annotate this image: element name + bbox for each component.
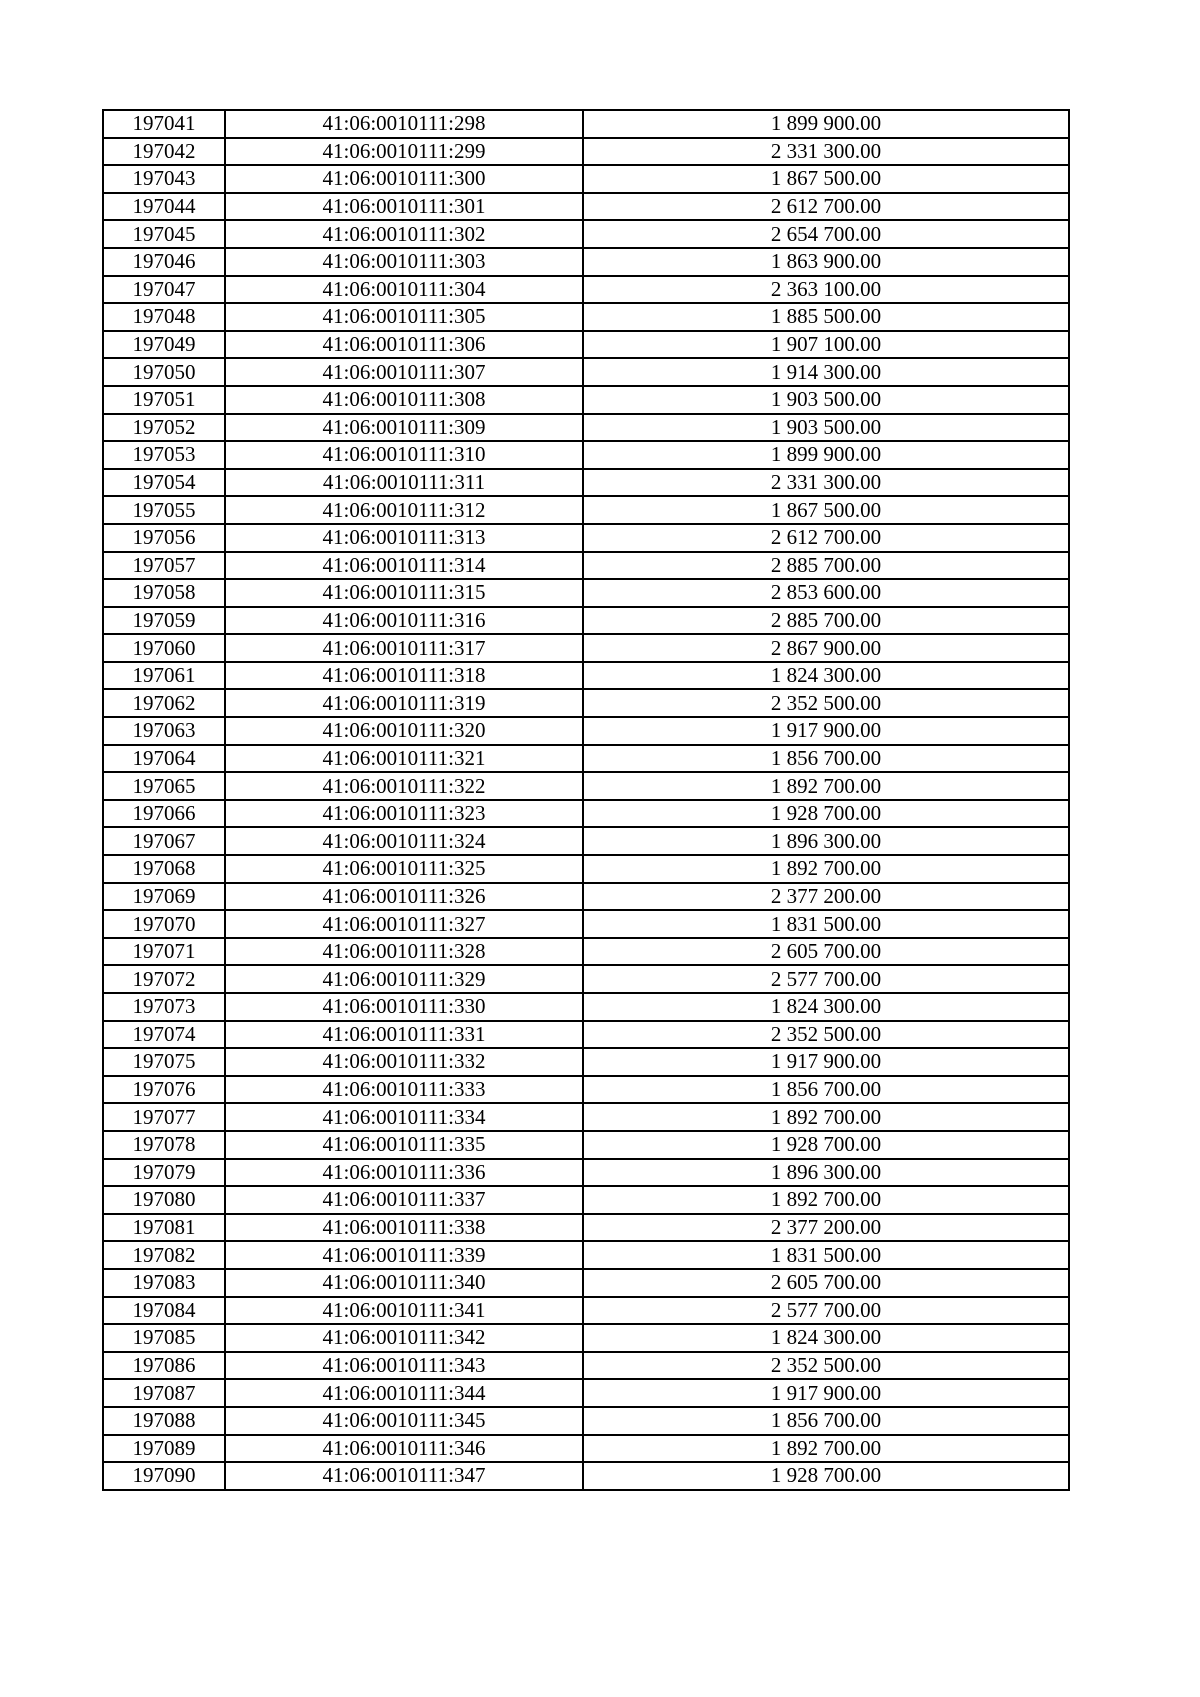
value-cell: 1 914 300.00 [583,358,1069,386]
row-number-cell: 197087 [103,1379,225,1407]
table-row [103,910,1069,938]
cadastral-number-cell: 41:06:0010111:321 [225,745,583,773]
row-number-cell: 197076 [103,1076,225,1104]
table-row [103,220,1069,248]
table-row [103,386,1069,414]
table-row [103,579,1069,607]
cadastral-number-cell: 41:06:0010111:315 [225,579,583,607]
value-cell: 1 899 900.00 [583,441,1069,469]
row-number-cell: 197075 [103,1048,225,1076]
table-row [103,469,1069,497]
table-row [103,496,1069,524]
table-row [103,827,1069,855]
table-row [103,1021,1069,1049]
cadastral-number-cell: 41:06:0010111:316 [225,607,583,635]
row-number-cell: 197051 [103,386,225,414]
value-cell: 1 917 900.00 [583,1048,1069,1076]
table-row [103,855,1069,883]
row-number-cell: 197083 [103,1269,225,1297]
cadastral-number-cell: 41:06:0010111:326 [225,883,583,911]
table-row [103,993,1069,1021]
value-cell: 2 605 700.00 [583,938,1069,966]
cadastral-number-cell: 41:06:0010111:333 [225,1076,583,1104]
value-cell: 1 892 700.00 [583,1186,1069,1214]
table-body [103,110,1069,1490]
table-row [103,441,1069,469]
table-row [103,1352,1069,1380]
value-cell: 1 831 500.00 [583,1241,1069,1269]
cadastral-number-cell: 41:06:0010111:302 [225,220,583,248]
data-table [102,109,1070,1491]
cadastral-number-cell: 41:06:0010111:340 [225,1269,583,1297]
cadastral-number-cell: 41:06:0010111:331 [225,1021,583,1049]
cadastral-number-cell: 41:06:0010111:301 [225,193,583,221]
value-cell: 2 612 700.00 [583,193,1069,221]
value-cell: 2 352 500.00 [583,1021,1069,1049]
row-number-cell: 197086 [103,1352,225,1380]
table-row [103,689,1069,717]
row-number-cell: 197082 [103,1241,225,1269]
value-cell: 1 867 500.00 [583,165,1069,193]
table-row [103,717,1069,745]
row-number-cell: 197048 [103,303,225,331]
row-number-cell: 197053 [103,441,225,469]
cadastral-number-cell: 41:06:0010111:324 [225,827,583,855]
cadastral-number-cell: 41:06:0010111:329 [225,965,583,993]
table-row [103,524,1069,552]
row-number-cell: 197058 [103,579,225,607]
row-number-cell: 197067 [103,827,225,855]
value-cell: 2 352 500.00 [583,1352,1069,1380]
table-row [103,358,1069,386]
row-number-cell: 197065 [103,772,225,800]
value-cell: 2 612 700.00 [583,524,1069,552]
cadastral-number-cell: 41:06:0010111:322 [225,772,583,800]
table-row [103,1103,1069,1131]
cadastral-number-cell: 41:06:0010111:325 [225,855,583,883]
value-cell: 2 331 300.00 [583,469,1069,497]
cadastral-number-cell: 41:06:0010111:336 [225,1159,583,1187]
table-row [103,1214,1069,1242]
cadastral-number-cell: 41:06:0010111:338 [225,1214,583,1242]
row-number-cell: 197050 [103,358,225,386]
cadastral-number-cell: 41:06:0010111:335 [225,1131,583,1159]
table-row [103,1435,1069,1463]
table-row [103,414,1069,442]
cadastral-number-cell: 41:06:0010111:312 [225,496,583,524]
row-number-cell: 197064 [103,745,225,773]
value-cell: 1 907 100.00 [583,331,1069,359]
value-cell: 1 917 900.00 [583,1379,1069,1407]
row-number-cell: 197066 [103,800,225,828]
value-cell: 1 856 700.00 [583,1076,1069,1104]
value-cell: 2 377 200.00 [583,1214,1069,1242]
row-number-cell: 197084 [103,1297,225,1325]
value-cell: 1 863 900.00 [583,248,1069,276]
cadastral-number-cell: 41:06:0010111:311 [225,469,583,497]
table-row [103,552,1069,580]
row-number-cell: 197068 [103,855,225,883]
cadastral-number-cell: 41:06:0010111:318 [225,662,583,690]
table-row [103,883,1069,911]
row-number-cell: 197042 [103,138,225,166]
row-number-cell: 197061 [103,662,225,690]
row-number-cell: 197069 [103,883,225,911]
row-number-cell: 197089 [103,1435,225,1463]
cadastral-number-cell: 41:06:0010111:306 [225,331,583,359]
value-cell: 1 892 700.00 [583,1103,1069,1131]
row-number-cell: 197056 [103,524,225,552]
value-cell: 2 885 700.00 [583,607,1069,635]
table-row [103,938,1069,966]
cadastral-number-cell: 41:06:0010111:343 [225,1352,583,1380]
cadastral-number-cell: 41:06:0010111:307 [225,358,583,386]
value-cell: 1 892 700.00 [583,1435,1069,1463]
cadastral-number-cell: 41:06:0010111:327 [225,910,583,938]
row-number-cell: 197081 [103,1214,225,1242]
row-number-cell: 197085 [103,1324,225,1352]
row-number-cell: 197059 [103,607,225,635]
row-number-cell: 197074 [103,1021,225,1049]
cadastral-number-cell: 41:06:0010111:310 [225,441,583,469]
row-number-cell: 197080 [103,1186,225,1214]
row-number-cell: 197060 [103,634,225,662]
table-row [103,303,1069,331]
cadastral-number-cell: 41:06:0010111:308 [225,386,583,414]
table-row [103,138,1069,166]
row-number-cell: 197052 [103,414,225,442]
table-row [103,1324,1069,1352]
cadastral-number-cell: 41:06:0010111:304 [225,276,583,304]
row-number-cell: 197055 [103,496,225,524]
value-cell: 1 928 700.00 [583,1131,1069,1159]
table-row [103,1159,1069,1187]
value-cell: 1 867 500.00 [583,496,1069,524]
row-number-cell: 197046 [103,248,225,276]
value-cell: 1 896 300.00 [583,827,1069,855]
table-row [103,331,1069,359]
row-number-cell: 197079 [103,1159,225,1187]
table-row [103,745,1069,773]
cadastral-number-cell: 41:06:0010111:330 [225,993,583,1021]
row-number-cell: 197077 [103,1103,225,1131]
row-number-cell: 197062 [103,689,225,717]
cadastral-number-cell: 41:06:0010111:320 [225,717,583,745]
table-row [103,110,1069,138]
row-number-cell: 197041 [103,110,225,138]
value-cell: 2 352 500.00 [583,689,1069,717]
row-number-cell: 197090 [103,1462,225,1490]
cadastral-number-cell: 41:06:0010111:339 [225,1241,583,1269]
table-row [103,1462,1069,1490]
table-row [103,800,1069,828]
table-row [103,607,1069,635]
table-row [103,165,1069,193]
table-row [103,1131,1069,1159]
value-cell: 2 853 600.00 [583,579,1069,607]
value-cell: 2 331 300.00 [583,138,1069,166]
cadastral-number-cell: 41:06:0010111:313 [225,524,583,552]
cadastral-number-cell: 41:06:0010111:334 [225,1103,583,1131]
cadastral-number-cell: 41:06:0010111:345 [225,1407,583,1435]
value-cell: 1 917 900.00 [583,717,1069,745]
row-number-cell: 197047 [103,276,225,304]
table-row [103,772,1069,800]
row-number-cell: 197073 [103,993,225,1021]
table-row [103,276,1069,304]
row-number-cell: 197078 [103,1131,225,1159]
row-number-cell: 197049 [103,331,225,359]
value-cell: 2 577 700.00 [583,1297,1069,1325]
row-number-cell: 197045 [103,220,225,248]
cadastral-number-cell: 41:06:0010111:341 [225,1297,583,1325]
value-cell: 1 856 700.00 [583,745,1069,773]
cadastral-number-cell: 41:06:0010111:346 [225,1435,583,1463]
value-cell: 1 831 500.00 [583,910,1069,938]
table-row [103,1297,1069,1325]
table-row [103,1407,1069,1435]
value-cell: 1 824 300.00 [583,993,1069,1021]
cadastral-number-cell: 41:06:0010111:309 [225,414,583,442]
row-number-cell: 197072 [103,965,225,993]
row-number-cell: 197063 [103,717,225,745]
value-cell: 1 899 900.00 [583,110,1069,138]
value-cell: 1 892 700.00 [583,772,1069,800]
cadastral-number-cell: 41:06:0010111:299 [225,138,583,166]
cadastral-number-cell: 41:06:0010111:319 [225,689,583,717]
cadastral-number-cell: 41:06:0010111:317 [225,634,583,662]
cadastral-number-cell: 41:06:0010111:328 [225,938,583,966]
row-number-cell: 197088 [103,1407,225,1435]
value-cell: 1 824 300.00 [583,1324,1069,1352]
row-number-cell: 197054 [103,469,225,497]
cadastral-number-cell: 41:06:0010111:347 [225,1462,583,1490]
row-number-cell: 197043 [103,165,225,193]
cadastral-number-cell: 41:06:0010111:344 [225,1379,583,1407]
value-cell: 1 856 700.00 [583,1407,1069,1435]
cadastral-number-cell: 41:06:0010111:314 [225,552,583,580]
value-cell: 1 896 300.00 [583,1159,1069,1187]
table-row [103,1186,1069,1214]
cadastral-number-cell: 41:06:0010111:332 [225,1048,583,1076]
value-cell: 1 903 500.00 [583,414,1069,442]
cadastral-number-cell: 41:06:0010111:298 [225,110,583,138]
value-cell: 1 903 500.00 [583,386,1069,414]
value-cell: 2 363 100.00 [583,276,1069,304]
row-number-cell: 197057 [103,552,225,580]
table-row [103,1379,1069,1407]
table-row [103,662,1069,690]
table-row [103,634,1069,662]
cadastral-number-cell: 41:06:0010111:303 [225,248,583,276]
value-cell: 1 885 500.00 [583,303,1069,331]
value-cell: 2 377 200.00 [583,883,1069,911]
value-cell: 2 605 700.00 [583,1269,1069,1297]
cadastral-number-cell: 41:06:0010111:337 [225,1186,583,1214]
value-cell: 1 892 700.00 [583,855,1069,883]
table-row [103,1048,1069,1076]
table-row [103,193,1069,221]
value-cell: 2 654 700.00 [583,220,1069,248]
row-number-cell: 197070 [103,910,225,938]
cadastral-number-cell: 41:06:0010111:305 [225,303,583,331]
row-number-cell: 197071 [103,938,225,966]
value-cell: 2 867 900.00 [583,634,1069,662]
value-cell: 2 885 700.00 [583,552,1069,580]
row-number-cell: 197044 [103,193,225,221]
value-cell: 2 577 700.00 [583,965,1069,993]
cadastral-number-cell: 41:06:0010111:342 [225,1324,583,1352]
value-cell: 1 824 300.00 [583,662,1069,690]
value-cell: 1 928 700.00 [583,1462,1069,1490]
table-row [103,1269,1069,1297]
table-row [103,248,1069,276]
table-row [103,965,1069,993]
cadastral-number-cell: 41:06:0010111:323 [225,800,583,828]
table-row [103,1076,1069,1104]
table-row [103,1241,1069,1269]
cadastral-number-cell: 41:06:0010111:300 [225,165,583,193]
value-cell: 1 928 700.00 [583,800,1069,828]
